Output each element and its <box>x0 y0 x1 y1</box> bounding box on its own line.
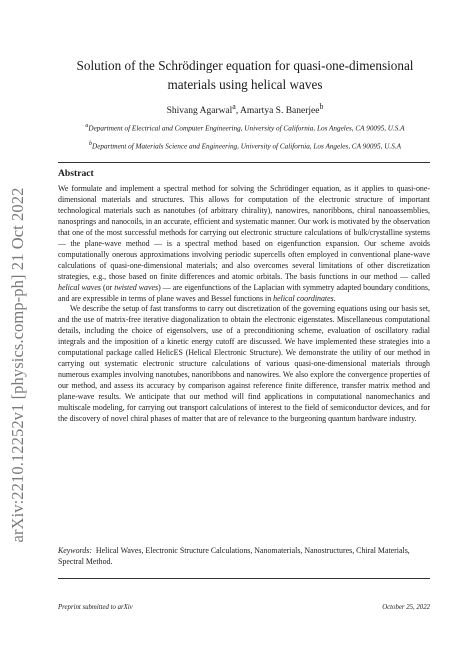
affiliation-text: Department of Materials Science and Engineering, University of California, Los Angeles, CA 90095, U.S.A <box>92 142 401 151</box>
paper-title <box>60 56 430 94</box>
author-name: Amartya S. Banerjee <box>240 106 320 117</box>
abstract-paragraph: We describe the setup of fast transforms to carry out discretization of the governing equations using our basis set, and the use of matrix-free iterative diagonalization to obtain the electronic eigenstates. Miscellaneous computational details, including the choice of eigensolvers, use of a preconditioning scheme, evaluation of oscillatory radial integrals and the imposition of a kinetic energy cutoff are discussed. We have implemented these strategies into a computational package called HelicES (Helical Electronic Structure). We demonstrate the utility of our method in carrying out systematic electronic structure calculations of various quasi-one-dimensional materials through numerous examples involving nanotubes, nanoribbons and nanowires. We also explore the convergence properties of our method, and assess its accuracy by comparison against reference finite difference, transfer matrix method and plane-wave results. We anticipate that our method will find applications in computational nanomechanics and multiscale modeling, for carrying out transport calculations of interest to the field of semiconductor devices, and for the discovery of novel chiral phases of matter that are of relevance to the burgeoning quantum hardware industry. <box>58 304 430 424</box>
author-name: Shivang Agarwal <box>166 106 233 117</box>
author-list <box>60 102 430 116</box>
author-affiliation-mark: a <box>232 102 236 111</box>
bottom-divider <box>58 578 430 579</box>
abstract-paragraph <box>58 184 430 304</box>
emphasis-text: helical coordinates <box>273 293 334 303</box>
footer-date: October 25, 2022 <box>382 604 430 611</box>
affiliation <box>80 122 410 134</box>
abstract-text: . <box>333 293 336 303</box>
keywords <box>58 546 430 568</box>
affiliation <box>80 140 410 152</box>
page-footer <box>58 604 430 611</box>
affiliation-mark: b <box>89 141 93 147</box>
top-divider <box>58 162 430 163</box>
author-separator: , <box>235 106 241 117</box>
abstract-text: (or <box>100 282 115 292</box>
abstract-text: ) — are eigenfunctions of the Laplacian with symmetry adapted boundary conditions, and are expressible in terms of plane waves and Bessel functions in <box>58 282 430 303</box>
affiliation-text: Department of Electrical and Computer Engineering, University of California, Los Angeles, CA 90095, U.S.A <box>88 124 405 133</box>
keywords-label: Keywords: <box>58 546 92 555</box>
abstract-heading: Abstract <box>58 168 94 179</box>
emphasis-text: twisted waves <box>114 282 159 292</box>
title-line-2: materials using helical waves <box>167 77 323 92</box>
arxiv-identifier: arXiv:2210.12252v1 [physics.comp-ph] 21 Oct 2022 <box>8 187 27 543</box>
keywords-list: Helical Waves, Electronic Structure Calculations, Nanomaterials, Nanostructures, Chiral Materials, Spectral Method. <box>58 546 410 566</box>
abstract-body <box>58 184 430 425</box>
title-line-1: Solution of the Schrödinger equation for quasi-one-dimensional <box>76 58 414 73</box>
emphasis-text: helical waves <box>58 282 101 292</box>
arxiv-sidebar <box>4 175 32 555</box>
author-affiliation-mark: b <box>319 102 324 111</box>
abstract-text: We formulate and implement a spectral method for solving the Schrödinger equation, as it applies to quasi-one-dimensional materials and structures. This allows for computation of the electronic structure of important technological materials such as nanotubes (of arbitrary chirality), nanowires, nanoribbons, chiral nanoassemblies, nanosprings and nanocoils, in an accurate, efficient and systematic manner. Our work is motivated by the observation that one of the most successful methods for carrying out electronic structure calculations of bulk/crystalline systems — the plane-wave method — is a spectral method based on eigenfunction expansion. Our scheme avoids computationally onerous approximations involving periodic supercells often employed in conventional plane-wave calculations of quasi-one-dimensional materials; and also overcomes several limitations of other discretization strategies, e.g., those based on finite differences and atomic orbitals. The basis functions in our method — called <box>58 184 430 281</box>
footer-preprint-note: Preprint submitted to arXiv <box>58 604 133 611</box>
affiliation-mark: a <box>85 123 89 129</box>
